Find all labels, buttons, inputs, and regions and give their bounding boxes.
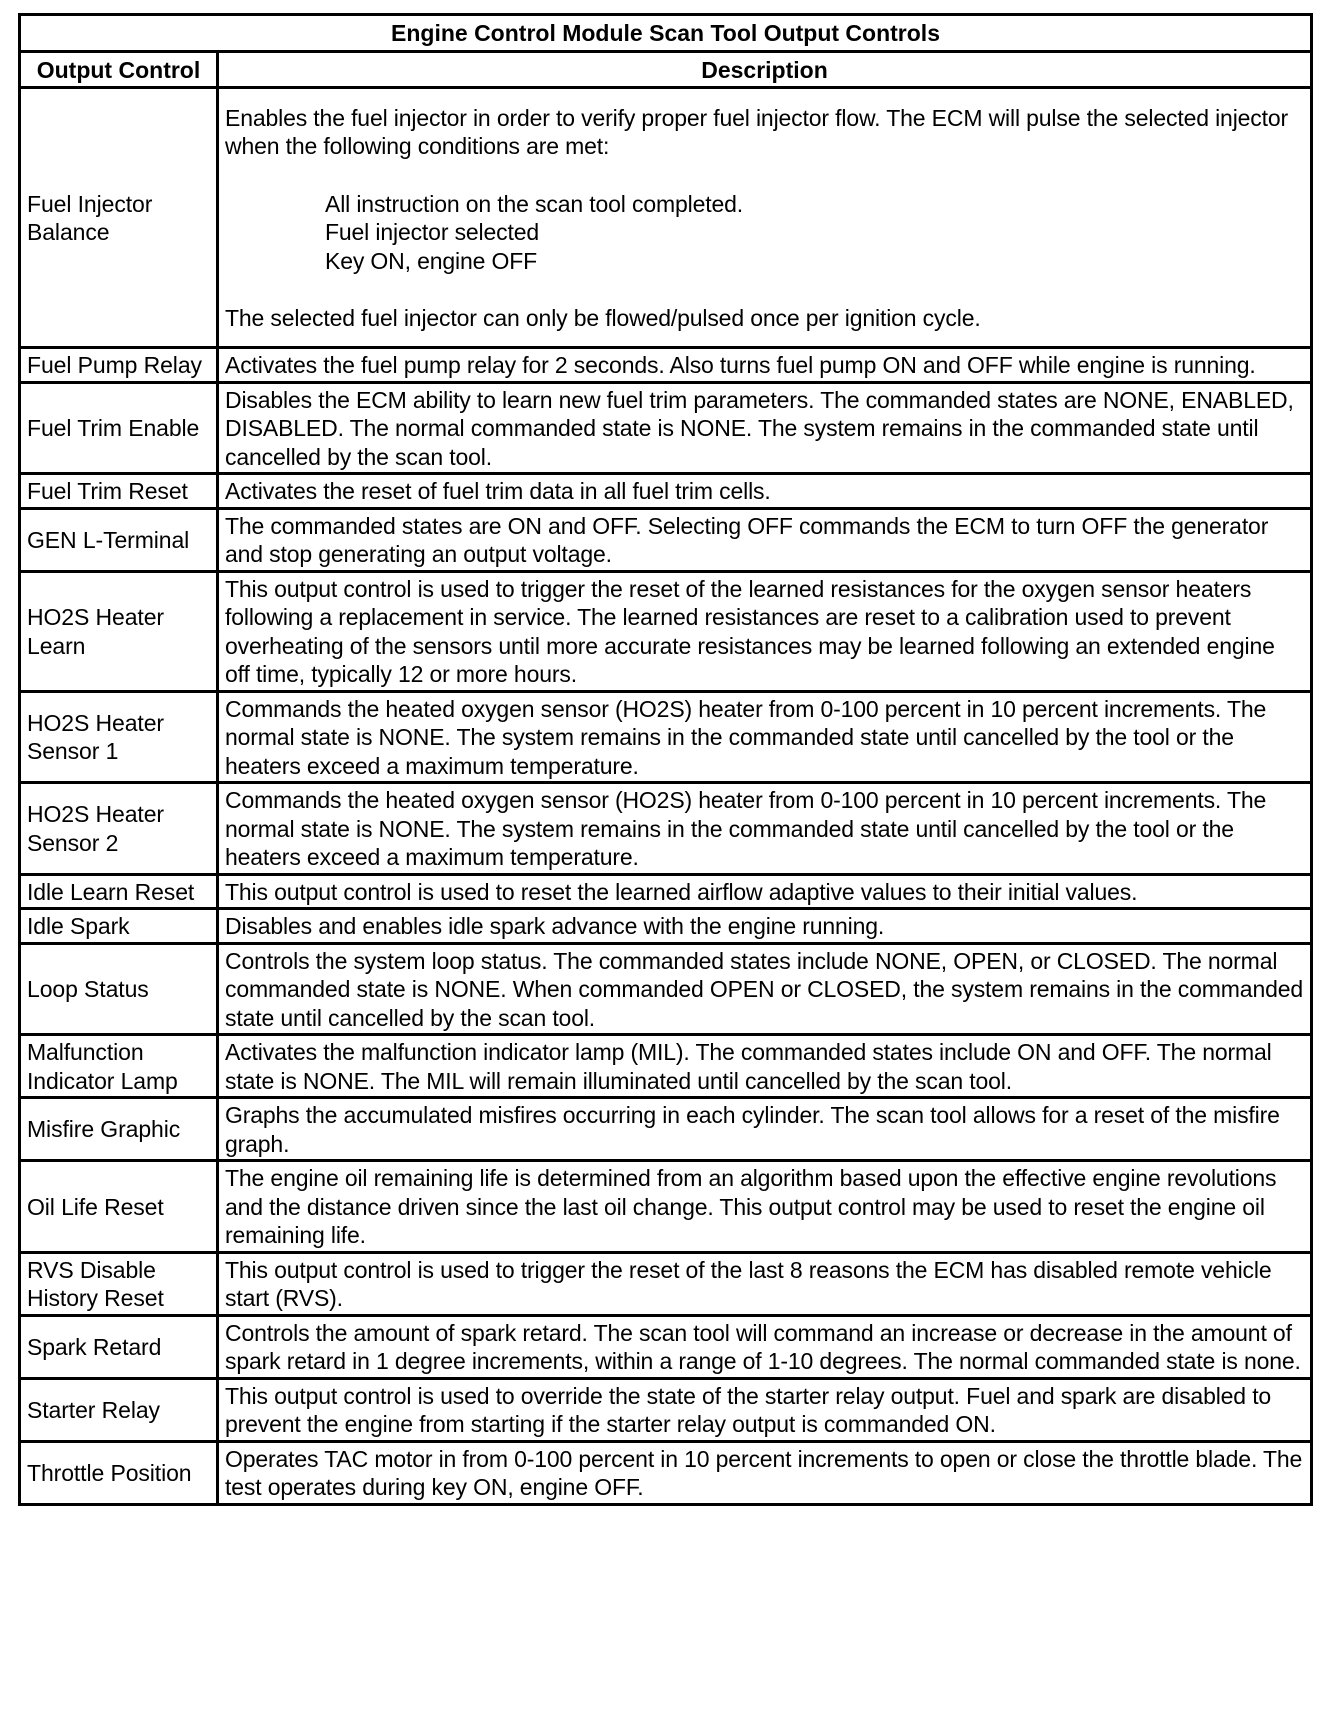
table-row — [20, 88, 1312, 348]
output-control-cell: HO2S Heater Sensor 2 — [20, 783, 218, 875]
output-control-cell: Fuel Trim Reset — [20, 474, 218, 509]
table-row — [20, 474, 1312, 509]
description-cell — [218, 88, 1312, 348]
output-control-cell: Loop Status — [20, 943, 218, 1035]
description-outro: The selected fuel injector can only be flowed/pulsed once per ignition cycle. — [225, 305, 981, 331]
header-output-control: Output Control — [20, 51, 218, 88]
description-cell: Commands the heated oxygen sensor (HO2S) heater from 0-100 percent in 10 percent increments. The normal state is NONE. The system remains in the commanded state until cancelled by the tool or the heaters exceed a maximum temperature. — [218, 691, 1312, 783]
output-control-cell: GEN L-Terminal — [20, 508, 218, 571]
description-intro: Enables the fuel injector in order to verify proper fuel injector flow. The ECM will pulse the selected injector when the following conditions are met: — [225, 104, 1289, 159]
output-control-cell: Oil Life Reset — [20, 1161, 218, 1253]
description-cell: Activates the malfunction indicator lamp (MIL). The commanded states include ON and OFF. The normal state is NONE. The MIL will remain illuminated until cancelled by the scan tool. — [218, 1035, 1312, 1098]
table-row — [20, 909, 1312, 944]
condition-item: Fuel injector selected — [325, 219, 540, 245]
output-control-cell: Malfunction Indicator Lamp — [20, 1035, 218, 1098]
table-row — [20, 1252, 1312, 1315]
condition-item: Key ON, engine OFF — [325, 247, 538, 274]
table-row — [20, 691, 1312, 783]
table-row — [20, 874, 1312, 909]
description-cell: This output control is used to override the state of the starter relay output. Fuel and spark are disabled to prevent the engine from starting if the starter relay output is commanded ON. — [218, 1378, 1312, 1441]
output-control-cell: HO2S Heater Sensor 1 — [20, 691, 218, 783]
output-control-cell: Idle Learn Reset — [20, 874, 218, 909]
description-cell: Commands the heated oxygen sensor (HO2S) heater from 0-100 percent in 10 percent increments. The normal state is NONE. The system remains in the commanded state until cancelled by the tool or the heaters exceed a maximum temperature. — [218, 783, 1312, 875]
description-cell: Controls the system loop status. The commanded states include NONE, OPEN, or CLOSED. The normal commanded state is NONE. When commanded OPEN or CLOSED, the system remains in the commanded state until cancelled by the scan tool. — [218, 943, 1312, 1035]
table-title: Engine Control Module Scan Tool Output Controls — [20, 15, 1312, 52]
table-header-row — [20, 51, 1312, 88]
conditions-list — [225, 190, 1305, 276]
table-row — [20, 943, 1312, 1035]
output-control-cell: Fuel Pump Relay — [20, 348, 218, 383]
output-control-cell: HO2S Heater Learn — [20, 571, 218, 691]
table-row — [20, 508, 1312, 571]
output-control-cell: Throttle Position — [20, 1441, 218, 1504]
table-body — [20, 88, 1312, 1505]
table-title-row — [20, 15, 1312, 52]
description-cell: Disables and enables idle spark advance with the engine running. — [218, 909, 1312, 944]
table-row — [20, 1315, 1312, 1378]
output-control-cell: Fuel Injector Balance — [20, 88, 218, 348]
table-row — [20, 348, 1312, 383]
description-cell: Graphs the accumulated misfires occurring in each cylinder. The scan tool allows for a reset of the misfire graph. — [218, 1098, 1312, 1161]
document-page — [18, 13, 1310, 1506]
table-row — [20, 1378, 1312, 1441]
table-row — [20, 783, 1312, 875]
description-cell: The commanded states are ON and OFF. Selecting OFF commands the ECM to turn OFF the generator and stop generating an output voltage. — [218, 508, 1312, 571]
description-cell: This output control is used to reset the learned airflow adaptive values to their initial values. — [218, 874, 1312, 909]
fuel-injector-balance-description — [225, 104, 1305, 333]
description-cell: Activates the fuel pump relay for 2 seconds. Also turns fuel pump ON and OFF while engine is running. — [218, 348, 1312, 383]
description-cell: Controls the amount of spark retard. The scan tool will command an increase or decrease in the amount of spark retard in 1 degree increments, within a range of 1-10 degrees. The normal commanded state is none. — [218, 1315, 1312, 1378]
table-row — [20, 1441, 1312, 1504]
output-control-cell: Spark Retard — [20, 1315, 218, 1378]
description-cell: Activates the reset of fuel trim data in all fuel trim cells. — [218, 474, 1312, 509]
description-cell: The engine oil remaining life is determined from an algorithm based upon the effective engine revolutions and the distance driven since the last oil change. This output control may be used to reset the engine oil remaining life. — [218, 1161, 1312, 1253]
header-description: Description — [218, 51, 1312, 88]
condition-item: All instruction on the scan tool completed. — [325, 190, 744, 217]
table-row — [20, 571, 1312, 691]
table-row — [20, 1098, 1312, 1161]
output-control-cell: RVS Disable History Reset — [20, 1252, 218, 1315]
output-control-cell: Idle Spark — [20, 909, 218, 944]
description-cell: This output control is used to trigger the reset of the last 8 reasons the ECM has disabled remote vehicle start (RVS). — [218, 1252, 1312, 1315]
output-control-cell: Starter Relay — [20, 1378, 218, 1441]
output-controls-table — [18, 13, 1313, 1506]
output-control-cell: Misfire Graphic — [20, 1098, 218, 1161]
description-cell: This output control is used to trigger the reset of the learned resistances for the oxygen sensor heaters following a replacement in service. The learned resistances are reset to a calibration used to prevent overheating of the sensors until more accurate resistances may be learned following an extended engine off time, typically 12 or more hours. — [218, 571, 1312, 691]
output-control-cell: Fuel Trim Enable — [20, 382, 218, 474]
description-cell: Disables the ECM ability to learn new fuel trim parameters. The commanded states are NONE, ENABLED, DISABLED. The normal commanded state is NONE. The system remains in the commanded state until cancelled by the scan tool. — [218, 382, 1312, 474]
description-cell: Operates TAC motor in from 0-100 percent in 10 percent increments to open or close the throttle blade. The test operates during key ON, engine OFF. — [218, 1441, 1312, 1504]
table-row — [20, 1035, 1312, 1098]
table-row — [20, 1161, 1312, 1253]
table-row — [20, 382, 1312, 474]
